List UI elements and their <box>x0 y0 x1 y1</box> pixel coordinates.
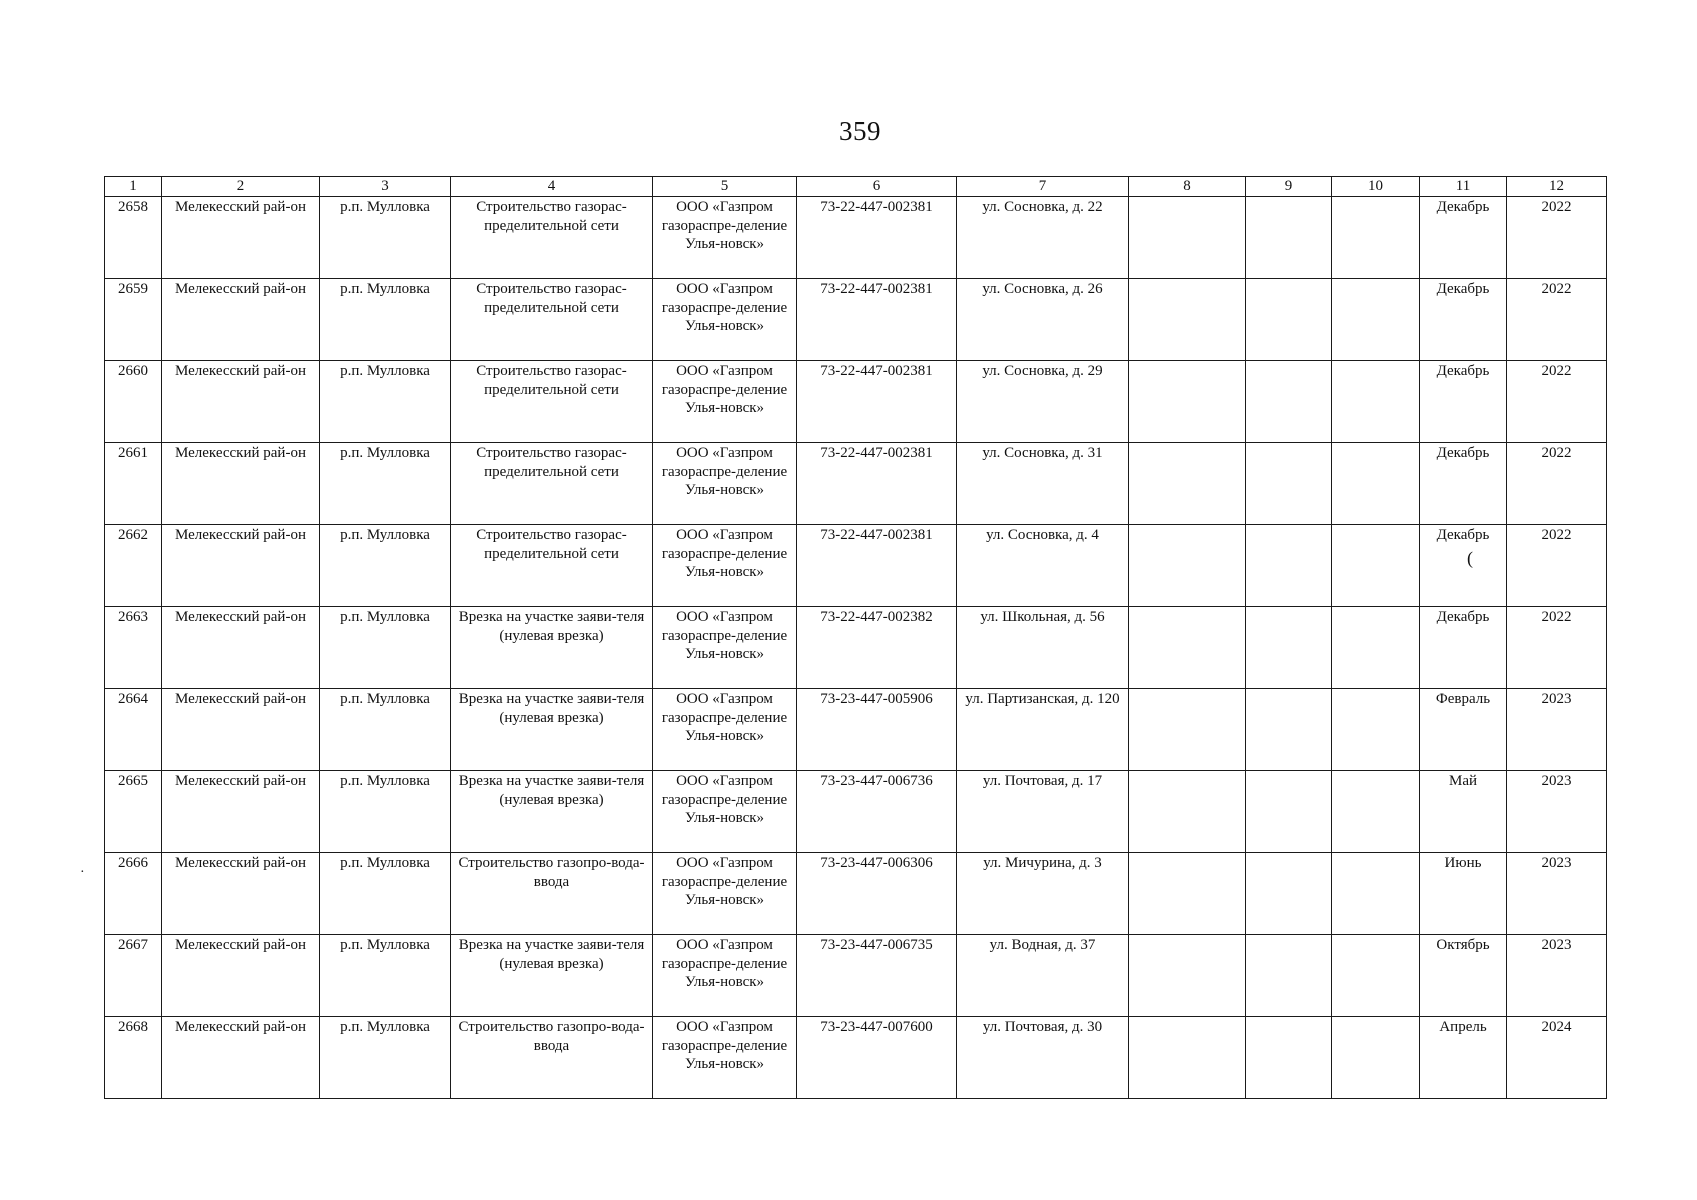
year-cell: 2022 <box>1507 443 1607 525</box>
year-cell: 2023 <box>1507 853 1607 935</box>
col10-cell <box>1332 525 1420 607</box>
month-cell: Февраль <box>1420 689 1507 771</box>
table-row <box>105 1017 1607 1099</box>
register-table <box>104 176 1607 1099</box>
table-row <box>105 525 1607 607</box>
row-number: 2659 <box>105 279 162 361</box>
col9-cell <box>1246 607 1332 689</box>
column-number: 6 <box>797 177 957 197</box>
work-type-cell: Строительство газорас-пределительной сети <box>451 525 653 607</box>
district-cell: Мелекесский рай-он <box>162 935 320 1017</box>
organization-cell: ООО «Газпром газораспре-деление Улья-новск» <box>653 1017 797 1099</box>
column-number: 8 <box>1129 177 1246 197</box>
column-number: 9 <box>1246 177 1332 197</box>
col8-cell <box>1129 197 1246 279</box>
code-cell: 73-23-447-006306 <box>797 853 957 935</box>
col10-cell <box>1332 361 1420 443</box>
code-cell: 73-22-447-002381 <box>797 361 957 443</box>
work-type-cell: Строительство газопро-вода-ввода <box>451 1017 653 1099</box>
organization-cell: ООО «Газпром газораспре-деление Улья-новск» <box>653 443 797 525</box>
col9-cell <box>1246 361 1332 443</box>
month-text: Декабрь <box>1436 527 1490 543</box>
table-row <box>105 607 1607 689</box>
address-cell: ул. Сосновка, д. 31 <box>957 443 1129 525</box>
organization-cell: ООО «Газпром газораспре-деление Улья-новск» <box>653 935 797 1017</box>
district-cell: Мелекесский рай-он <box>162 525 320 607</box>
code-cell: 73-23-447-006736 <box>797 771 957 853</box>
year-cell: 2022 <box>1507 279 1607 361</box>
locality-cell: р.п. Мулловка <box>320 935 451 1017</box>
organization-cell: ООО «Газпром газораспре-деление Улья-новск» <box>653 279 797 361</box>
address-cell: ул. Сосновка, д. 22 <box>957 197 1129 279</box>
locality-cell: р.п. Мулловка <box>320 1017 451 1099</box>
row-number: 2658 <box>105 197 162 279</box>
table-row <box>105 771 1607 853</box>
address-cell: ул. Школьная, д. 56 <box>957 607 1129 689</box>
organization-cell: ООО «Газпром газораспре-деление Улья-новск» <box>653 607 797 689</box>
organization-cell: ООО «Газпром газораспре-деление Улья-новск» <box>653 689 797 771</box>
organization-cell: ООО «Газпром газораспре-деление Улья-новск» <box>653 361 797 443</box>
col8-cell <box>1129 607 1246 689</box>
column-number: 1 <box>105 177 162 197</box>
row-number: 2660 <box>105 361 162 443</box>
col10-cell <box>1332 607 1420 689</box>
month-cell: Декабрь <box>1420 361 1507 443</box>
col9-cell <box>1246 689 1332 771</box>
locality-cell: р.п. Мулловка <box>320 853 451 935</box>
col8-cell <box>1129 1017 1246 1099</box>
col9-cell <box>1246 279 1332 361</box>
code-cell: 73-22-447-002381 <box>797 525 957 607</box>
month-cell: Октябрь <box>1420 935 1507 1017</box>
column-number: 12 <box>1507 177 1607 197</box>
table-row <box>105 689 1607 771</box>
organization-cell: ООО «Газпром газораспре-деление Улья-новск» <box>653 197 797 279</box>
address-cell: ул. Водная, д. 37 <box>957 935 1129 1017</box>
work-type-cell: Строительство газопро-вода-ввода <box>451 853 653 935</box>
organization-cell: ООО «Газпром газораспре-деление Улья-новск» <box>653 853 797 935</box>
locality-cell: р.п. Мулловка <box>320 361 451 443</box>
district-cell: Мелекесский рай-он <box>162 443 320 525</box>
year-cell: 2022 <box>1507 607 1607 689</box>
month-cell: Апрель <box>1420 1017 1507 1099</box>
col9-cell <box>1246 771 1332 853</box>
code-cell: 73-23-447-006735 <box>797 935 957 1017</box>
col8-cell <box>1129 771 1246 853</box>
work-type-cell: Строительство газорас-пределительной сети <box>451 361 653 443</box>
col10-cell <box>1332 935 1420 1017</box>
col8-cell <box>1129 443 1246 525</box>
year-cell: 2023 <box>1507 935 1607 1017</box>
work-type-cell: Строительство газорас-пределительной сети <box>451 197 653 279</box>
address-cell: ул. Сосновка, д. 29 <box>957 361 1129 443</box>
col9-cell <box>1246 443 1332 525</box>
locality-cell: р.п. Мулловка <box>320 525 451 607</box>
table-row <box>105 361 1607 443</box>
month-cell: Декабрь <box>1420 279 1507 361</box>
row-number: 2661 <box>105 443 162 525</box>
column-number: 4 <box>451 177 653 197</box>
col8-cell <box>1129 853 1246 935</box>
col10-cell <box>1332 197 1420 279</box>
row-number: 2668 <box>105 1017 162 1099</box>
locality-cell: р.п. Мулловка <box>320 689 451 771</box>
address-cell: ул. Сосновка, д. 26 <box>957 279 1129 361</box>
locality-cell: р.п. Мулловка <box>320 607 451 689</box>
column-number: 10 <box>1332 177 1420 197</box>
row-number: 2667 <box>105 935 162 1017</box>
district-cell: Мелекесский рай-он <box>162 1017 320 1099</box>
address-cell: ул. Мичурина, д. 3 <box>957 853 1129 935</box>
code-cell: 73-22-447-002381 <box>797 443 957 525</box>
margin-dot: · <box>80 865 85 880</box>
col9-cell <box>1246 935 1332 1017</box>
address-cell: ул. Сосновка, д. 4 <box>957 525 1129 607</box>
month-cell: Июнь <box>1420 853 1507 935</box>
work-type-cell: Врезка на участке заяви-теля (нулевая врезка) <box>451 771 653 853</box>
table-row <box>105 853 1607 935</box>
address-cell: ул. Партизанская, д. 120 <box>957 689 1129 771</box>
code-cell: 73-23-447-005906 <box>797 689 957 771</box>
district-cell: Мелекесский рай-он <box>162 361 320 443</box>
col9-cell <box>1246 525 1332 607</box>
table-row <box>105 197 1607 279</box>
row-number: 2665 <box>105 771 162 853</box>
row-number: 2663 <box>105 607 162 689</box>
locality-cell: р.п. Мулловка <box>320 279 451 361</box>
col8-cell <box>1129 279 1246 361</box>
col10-cell <box>1332 853 1420 935</box>
month-cell: Декабрь <box>1420 607 1507 689</box>
column-number: 3 <box>320 177 451 197</box>
locality-cell: р.п. Мулловка <box>320 197 451 279</box>
handwritten-mark: ( <box>1467 547 1473 568</box>
year-cell: 2022 <box>1507 361 1607 443</box>
column-number: 11 <box>1420 177 1507 197</box>
row-number: 2664 <box>105 689 162 771</box>
district-cell: Мелекесский рай-он <box>162 853 320 935</box>
district-cell: Мелекесский рай-он <box>162 197 320 279</box>
col8-cell <box>1129 935 1246 1017</box>
organization-cell: ООО «Газпром газораспре-деление Улья-новск» <box>653 771 797 853</box>
work-type-cell: Врезка на участке заяви-теля (нулевая врезка) <box>451 935 653 1017</box>
district-cell: Мелекесский рай-он <box>162 689 320 771</box>
work-type-cell: Врезка на участке заяви-теля (нулевая врезка) <box>451 607 653 689</box>
year-cell: 2022 <box>1507 525 1607 607</box>
month-cell: Май <box>1420 771 1507 853</box>
month-cell: Декабрь <box>1420 197 1507 279</box>
table-row <box>105 443 1607 525</box>
table-row <box>105 279 1607 361</box>
table-row <box>105 935 1607 1017</box>
year-cell: 2023 <box>1507 689 1607 771</box>
col8-cell <box>1129 525 1246 607</box>
col10-cell <box>1332 689 1420 771</box>
district-cell: Мелекесский рай-он <box>162 771 320 853</box>
col10-cell <box>1332 1017 1420 1099</box>
locality-cell: р.п. Мулловка <box>320 443 451 525</box>
district-cell: Мелекесский рай-он <box>162 279 320 361</box>
year-cell: 2023 <box>1507 771 1607 853</box>
code-cell: 73-22-447-002381 <box>797 279 957 361</box>
year-cell: 2024 <box>1507 1017 1607 1099</box>
locality-cell: р.п. Мулловка <box>320 771 451 853</box>
year-cell: 2022 <box>1507 197 1607 279</box>
code-cell: 73-23-447-007600 <box>797 1017 957 1099</box>
col10-cell <box>1332 771 1420 853</box>
col8-cell <box>1129 361 1246 443</box>
col10-cell <box>1332 443 1420 525</box>
month-cell: Декабрь <box>1420 443 1507 525</box>
col9-cell <box>1246 197 1332 279</box>
page-number: 359 <box>839 116 881 146</box>
col8-cell <box>1129 689 1246 771</box>
col9-cell <box>1246 853 1332 935</box>
code-cell: 73-22-447-002382 <box>797 607 957 689</box>
col10-cell <box>1332 279 1420 361</box>
work-type-cell: Строительство газорас-пределительной сети <box>451 443 653 525</box>
column-number: 2 <box>162 177 320 197</box>
month-cell <box>1420 525 1507 607</box>
column-number: 5 <box>653 177 797 197</box>
district-cell: Мелекесский рай-он <box>162 607 320 689</box>
column-number-row <box>105 177 1607 197</box>
row-number: 2662 <box>105 525 162 607</box>
work-type-cell: Строительство газорас-пределительной сети <box>451 279 653 361</box>
column-number: 7 <box>957 177 1129 197</box>
row-number: 2666 <box>105 853 162 935</box>
col9-cell <box>1246 1017 1332 1099</box>
address-cell: ул. Почтовая, д. 17 <box>957 771 1129 853</box>
organization-cell: ООО «Газпром газораспре-деление Улья-новск» <box>653 525 797 607</box>
code-cell: 73-22-447-002381 <box>797 197 957 279</box>
work-type-cell: Врезка на участке заяви-теля (нулевая врезка) <box>451 689 653 771</box>
address-cell: ул. Почтовая, д. 30 <box>957 1017 1129 1099</box>
